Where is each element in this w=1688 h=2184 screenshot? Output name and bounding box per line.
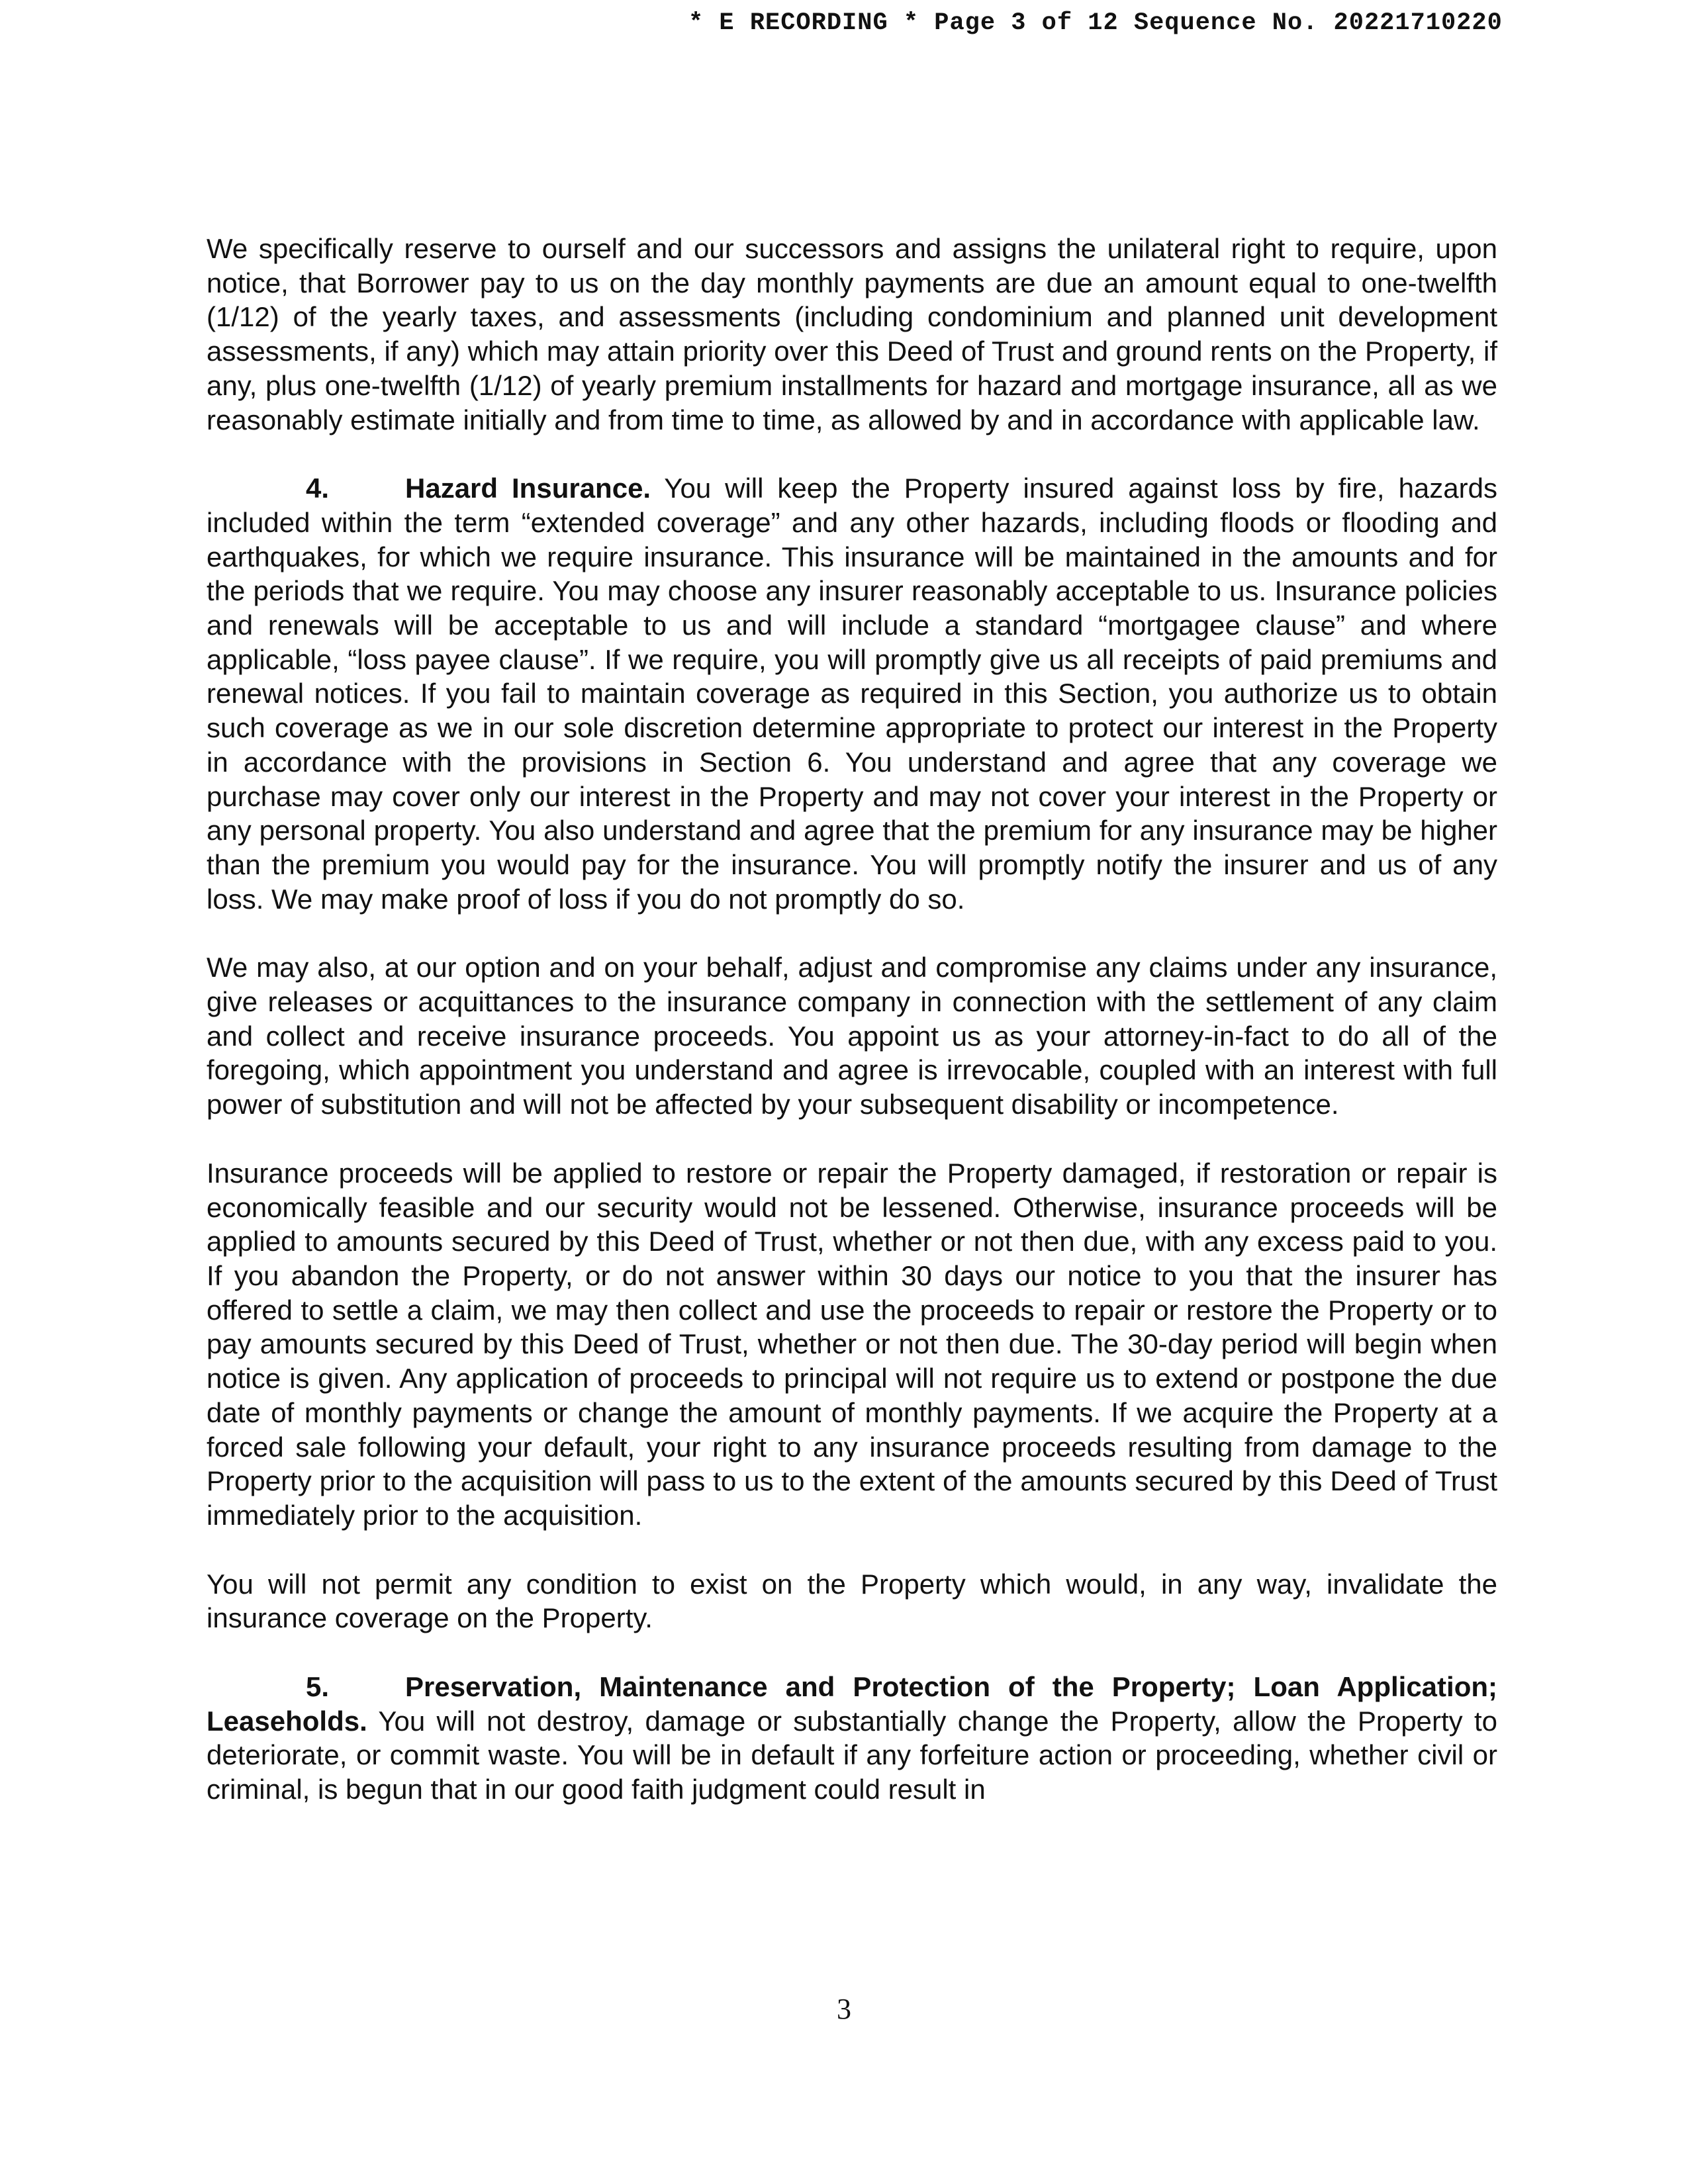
- section-4-number: 4.: [306, 473, 330, 504]
- section-5-text: You will not destroy, damage or substantially change the Property, allow the Property to deteriorate, or commit waste. You will be in default if any forfeiture action or proceeding, whether civil or criminal, is begun that in our good faith judgment could result in: [207, 1705, 1497, 1805]
- section-4-text: You will keep the Property insured against loss by fire, hazards included within the term “extended coverage” and any other hazards, including floods or flooding and earthquakes, for which we require insurance. This insurance will be maintained in the amounts and for the periods that we require. You may choose any insurer reasonably acceptable to us. Insurance policies and renewals will be acceptable to us and will include a standard “mortgagee clause” and where applicable, “loss payee clause”. If we require, you will promptly give us all receipts of paid premiums and renewal notices. If you fail to maintain coverage as required in this Section, you authorize us to obtain such coverage as we in our sole discretion determine appropriate to protect our interest in the Property in accordance with the provisions in Section 6. You understand and agree that any coverage we purchase may cover only our interest in the Property and may not cover your interest in the Property or any personal property. You also understand and agree that the premium for any insurance may be higher than the premium you would pay for the insurance. You will promptly notify the insurer and us of any loss. We may make proof of loss if you do not promptly do so.: [207, 473, 1497, 915]
- adjust-claims-paragraph: We may also, at our option and on your behalf, adjust and compromise any claims under any insurance, give releases or acquittances to the insurance company in connection with the settlement of any claim and collect and receive insurance proceeds. You appoint us as your attorney-in-fact to do all of the foregoing, which appointment you understand and agree is irrevocable, coupled with an interest with full power of substitution and will not be affected by your subsequent disability or incompetence.: [207, 952, 1497, 1120]
- section-5-preservation: [207, 1670, 1497, 1807]
- page-number: 3: [837, 1993, 851, 2025]
- document-body: [207, 232, 1497, 1807]
- section-4-hazard-insurance: [207, 471, 1497, 916]
- condition-paragraph: You will not permit any condition to exist on the Property which would, in any way, invalidate the insurance coverage on the Property.: [207, 1568, 1497, 1634]
- section-5-title: Preservation, Maintenance and Protection of the Property; Loan Application; Leaseholds.: [207, 1671, 1497, 1737]
- section-5-number: 5.: [306, 1671, 330, 1703]
- section-4-title: Hazard Insurance.: [405, 473, 651, 504]
- insurance-proceeds-paragraph: Insurance proceeds will be applied to restore or repair the Property damaged, if restoration or repair is economically feasible and our security would not be lessened. Otherwise, insurance proceeds will be applied to amounts secured by this Deed of Trust, whether or not then due, with any excess paid to you. If you abandon the Property, or do not answer within 30 days our notice to you that the insurer has offered to settle a claim, we may then collect and use the proceeds to repair or restore the Property or to pay amounts secured by this Deed of Trust, whether or not then due. The 30-day period will begin when notice is given. Any application of proceeds to principal will not require us to extend or postpone the due date of monthly payments or change the amount of monthly payments. If we acquire the Property at a forced sale following your default, your right to any insurance proceeds resulting from damage to the Property prior to the acquisition will pass to us to the extent of the amounts secured by this Deed of Trust immediately prior to the acquisition.: [207, 1157, 1497, 1531]
- recording-header: * E RECORDING * Page 3 of 12 Sequence No. 20221710220: [688, 9, 1503, 37]
- escrow-paragraph: We specifically reserve to ourself and our successors and assigns the unilateral right to require, upon notice, that Borrower pay to us on the day monthly payments are due an amount equal to one-twelfth (1/12) of the yearly taxes, and assessments (including condominium and planned unit development assessments, if any) which may attain priority over this Deed of Trust and ground rents on the Property, if any, plus one-twelfth (1/12) of yearly premium installments for hazard and mortgage insurance, all as we reasonably estimate initially and from time to time, as allowed by and in accordance with applicable law.: [207, 233, 1497, 435]
